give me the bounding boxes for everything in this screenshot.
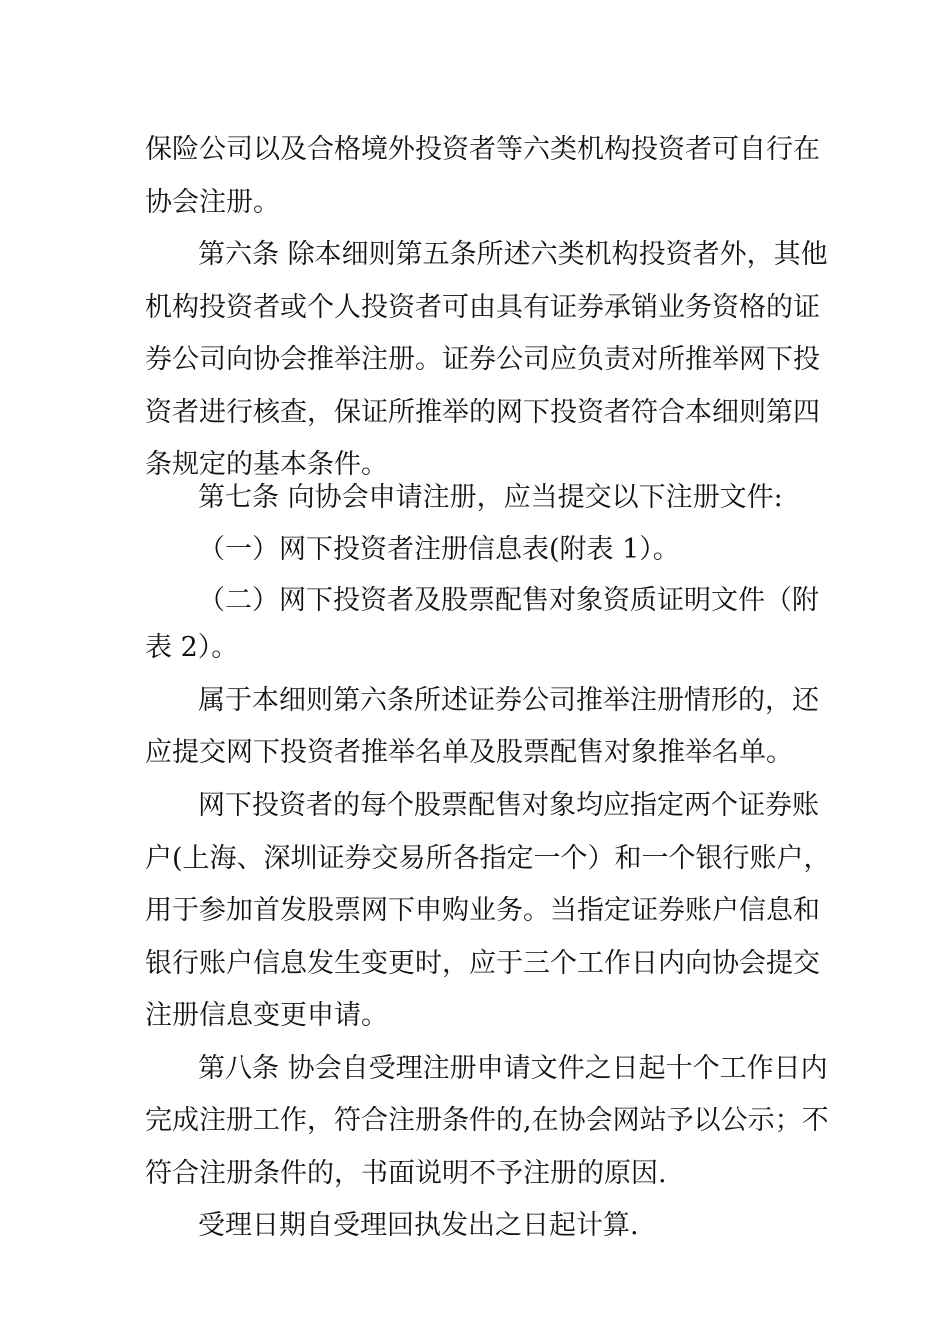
text-line: 第七条 向协会申请注册，应当提交以下注册文件: (198, 482, 783, 513)
text-line: 符合注册条件的，书面说明不予注册的原因. (145, 1158, 667, 1189)
text-line: （二）网下投资者及股票配售对象资质证明文件（附 (198, 585, 819, 616)
text-line: 户(上海、深圳证券交易所各指定一个）和一个银行账户， (145, 843, 831, 874)
text-line: 属于本细则第六条所述证券公司推举注册情形的，还 (198, 685, 819, 716)
text-line: 注册信息变更申请。 (145, 1000, 388, 1031)
text-line: 表 2）。 (145, 632, 239, 663)
text-line: 受理日期自受理回执发出之日起计算. (198, 1210, 639, 1241)
text-line: 应提交网下投资者推举名单及股票配售对象推举名单。 (145, 737, 793, 768)
text-line: 条规定的基本条件。 (145, 449, 388, 480)
text-line: 保险公司以及合格境外投资者等六类机构投资者可自行在 (145, 134, 820, 165)
text-line: 第六条 除本细则第五条所述六类机构投资者外，其他 (198, 239, 828, 270)
text-line: 券公司向协会推举注册。证券公司应负责对所推举网下投 (145, 344, 820, 375)
text-line: 银行账户信息发生变更时，应于三个工作日内向协会提交 (145, 948, 820, 979)
text-line: 第八条 协会自受理注册申请文件之日起十个工作日内 (198, 1053, 828, 1084)
text-line: 网下投资者的每个股票配售对象均应指定两个证券账 (198, 790, 819, 821)
text-line: 机构投资者或个人投资者可由具有证券承销业务资格的证 (145, 292, 820, 323)
text-line: 完成注册工作，符合注册条件的,在协会网站予以公示；不 (145, 1105, 829, 1136)
text-line: 用于参加首发股票网下申购业务。当指定证券账户信息和 (145, 895, 820, 926)
text-line: 资者进行核查，保证所推举的网下投资者符合本细则第四 (145, 397, 820, 428)
text-line: 协会注册。 (145, 187, 280, 218)
text-line: （一）网下投资者注册信息表(附表 1）。 (198, 534, 680, 565)
